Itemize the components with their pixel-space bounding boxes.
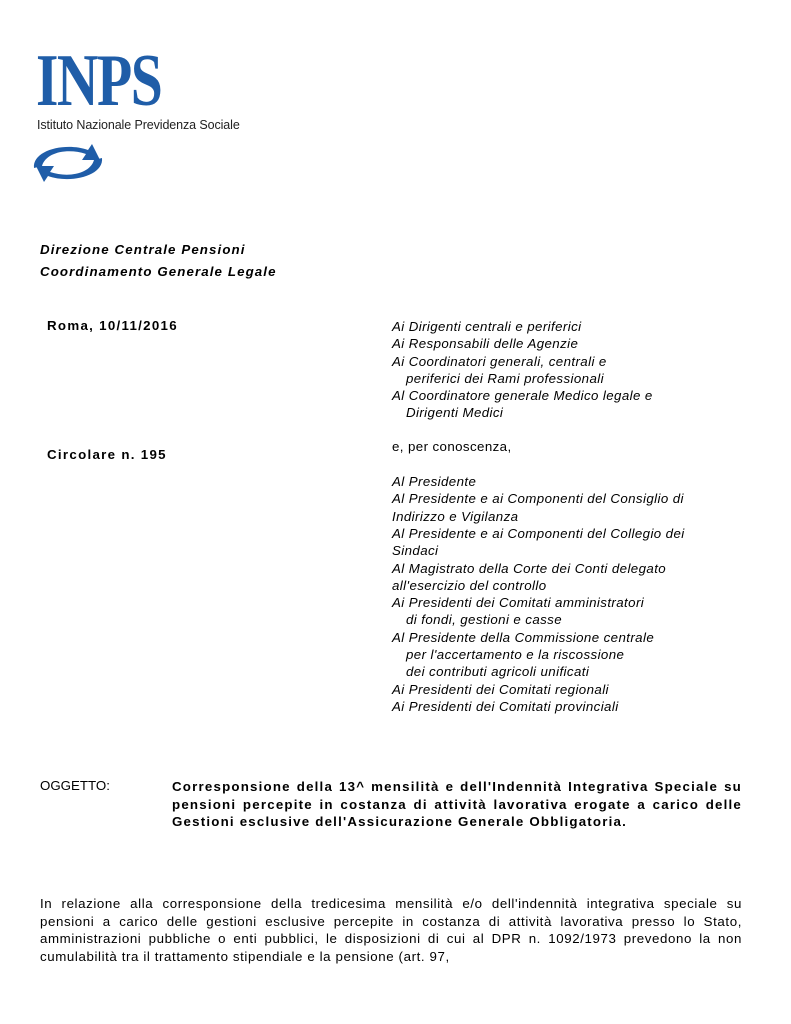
recipient-line: Al Presidente della Commissione centrale (392, 629, 655, 645)
circular-arrows-logo-icon (26, 138, 110, 188)
recipient-line: per l'accertamento e la riscossione (406, 647, 625, 663)
recipient-line: Al Presidente (392, 474, 477, 490)
recipient-line: di fondi, gestioni e casse (406, 612, 563, 628)
department-block (40, 239, 277, 283)
circular-number: Circolare n. 195 (47, 447, 167, 462)
recipient-line: Ai Presidenti dei Comitati regionali (392, 681, 609, 697)
recipient-line: Al Presidente e ai Componenti del Consiglio di (392, 491, 684, 507)
inps-logo-wordmark: INPS (36, 40, 162, 122)
document-date: Roma, 10/11/2016 (47, 318, 178, 333)
recipient-line: Indirizzo e Vigilanza (392, 508, 519, 524)
recipient-line: Ai Presidenti dei Comitati amministratori (392, 595, 645, 611)
recipient-line: all'esercizio del controllo (392, 577, 547, 593)
recipients-list (392, 318, 742, 715)
per-conoscenza-label: e, per conoscenza, (392, 438, 512, 454)
recipient-line: Ai Responsabili delle Agenzie (392, 336, 579, 352)
department-legal: Coordinamento Generale Legale (40, 264, 277, 279)
recipient-line: Al Magistrato della Corte dei Conti delegato (392, 560, 667, 576)
recipient-line: Al Presidente e ai Componenti del Collegio dei (392, 525, 685, 541)
subject-label: OGGETTO: (40, 778, 110, 793)
recipient-line: Al Coordinatore generale Medico legale e (392, 388, 653, 404)
recipient-line: Ai Dirigenti centrali e periferici (392, 319, 582, 334)
recipient-line: Sindaci (392, 543, 439, 559)
subject-text: Corresponsione della 13^ mensilità e dell'Indennità Integrativa Speciale su pensioni percepite in costanza di attività lavorativa erogate a carico delle Gestioni esclusive dell'Assicurazione Generale Obbligatoria. (172, 779, 742, 829)
inps-logo-subtitle: Istituto Nazionale Previdenza Sociale (37, 118, 240, 132)
recipient-line: Ai Coordinatori generali, centrali e (392, 353, 607, 369)
body-paragraph: In relazione alla corresponsione della tredicesima mensilità e/o dell'indennità integrativa speciale su pensioni a carico delle gestioni esclusive percepite in costanza di attività lavorativa presso lo Stato, amministrazioni pubbliche o enti pubblici, le disposizioni di cui al DPR n. 1092/1973 prevedono la non cumulabilità tra il trattamento stipendiale e la pensione (art. 97, (40, 896, 742, 964)
recipient-line: Ai Presidenti dei Comitati provinciali (392, 698, 619, 714)
recipient-line: Dirigenti Medici (406, 405, 504, 421)
recipient-line: dei contributi agricoli unificati (406, 664, 590, 680)
department-pensions: Direzione Centrale Pensioni (40, 242, 246, 257)
recipient-line: periferici dei Rami professionali (406, 370, 604, 386)
